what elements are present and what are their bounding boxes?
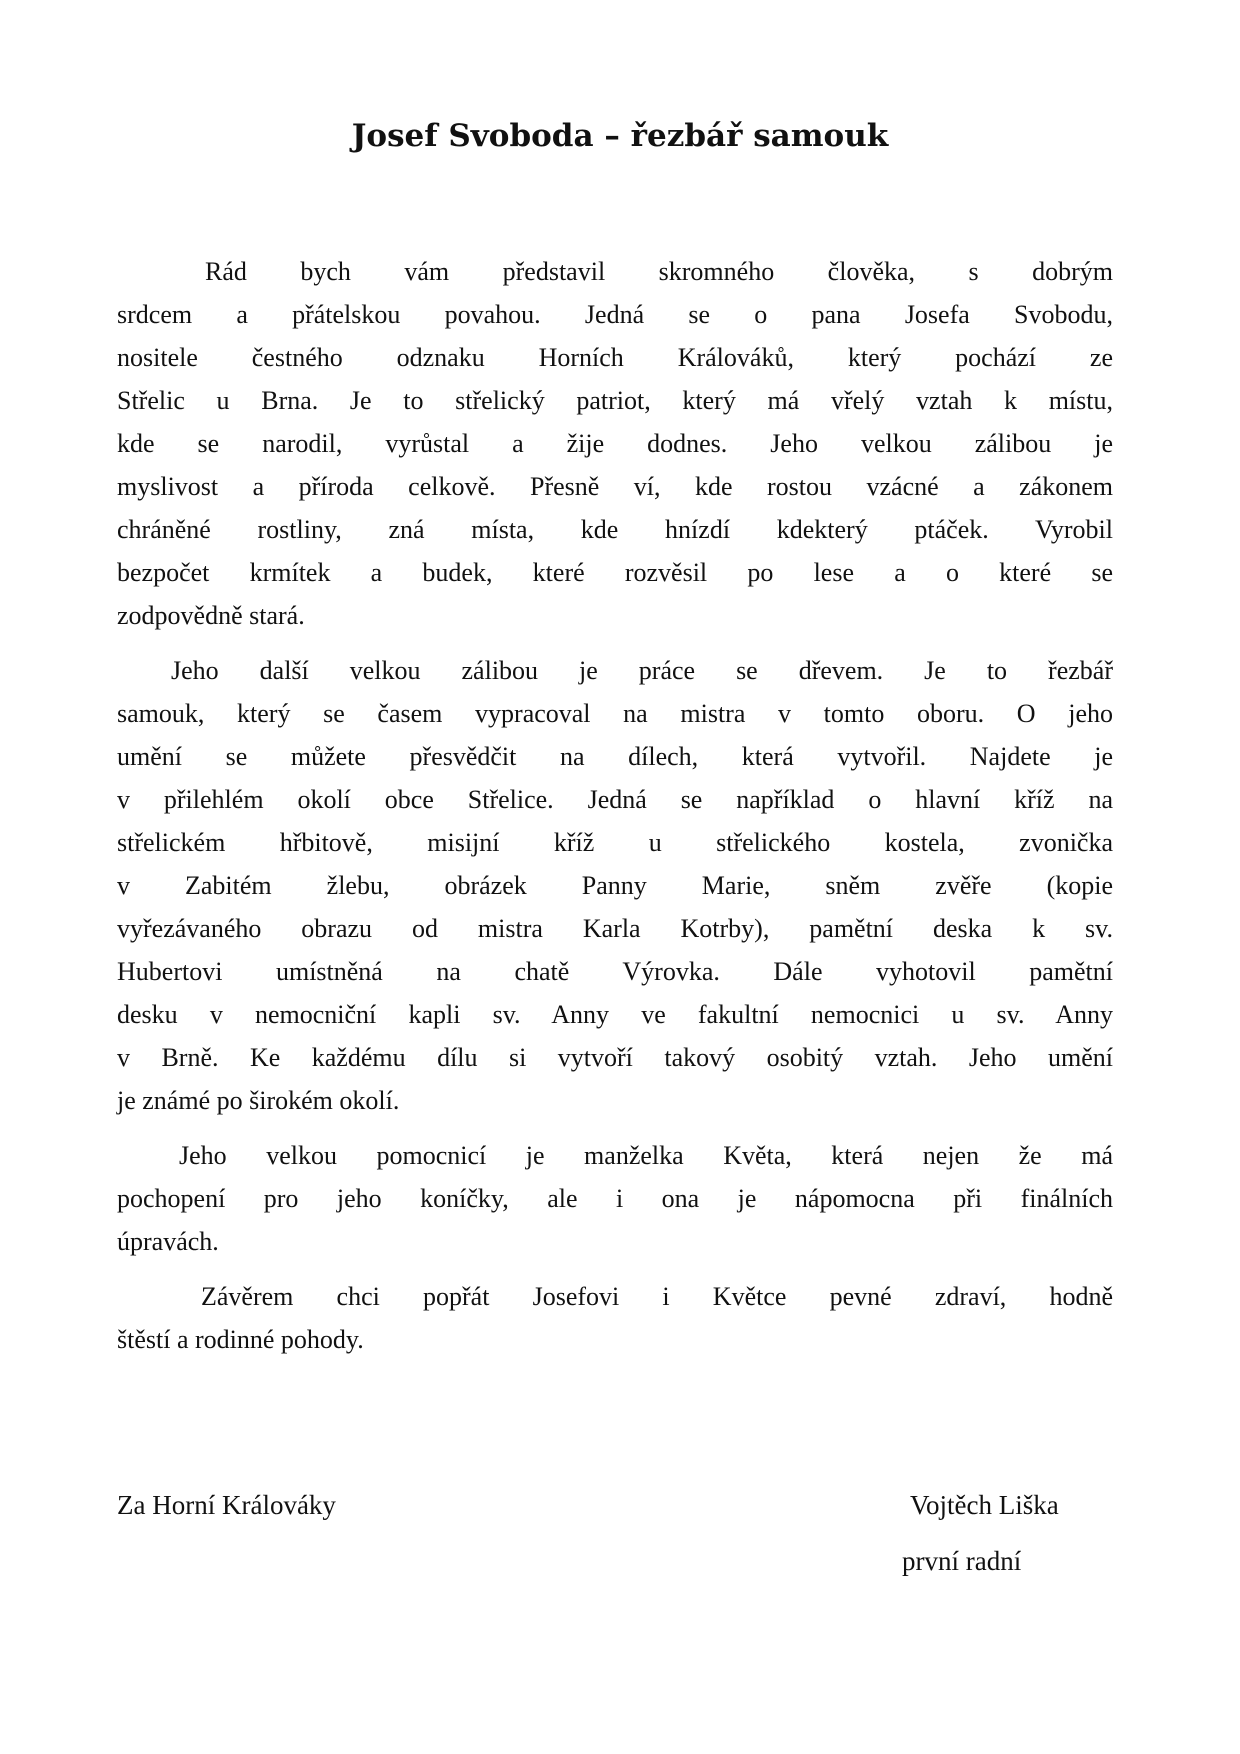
text-line: v Zabitém žlebu, obrázek Panny Marie, sněm zvěře (kopie <box>117 871 1113 900</box>
text-line: pochopení pro jeho koníčky, ale i ona je nápomocna při finálních <box>117 1184 1113 1213</box>
text-line: štěstí a rodinné pohody. <box>117 1325 364 1354</box>
text-line: umění se můžete přesvědčit na dílech, která vytvořil. Najdete je <box>117 742 1113 771</box>
document-body <box>117 250 1113 1373</box>
paragraph-3 <box>117 1134 1113 1263</box>
text-line: chráněné rostliny, zná místa, kde hnízdí kdekterý ptáček. Vyrobil <box>117 515 1113 544</box>
text-line: srdcem a přátelskou povahou. Jedná se o pana Josefa Svobodu, <box>117 300 1113 329</box>
signature-name: Vojtěch Liška <box>910 1490 1059 1520</box>
text-line: zodpovědně stará. <box>117 601 305 630</box>
paragraph-2 <box>117 649 1113 1122</box>
text-line: vyřezávaného obrazu od mistra Karla Kotrby), pamětní deska k sv. <box>117 914 1113 943</box>
document-title: Josef Svoboda – řezbář samouk <box>351 118 889 154</box>
paragraph-4 <box>117 1275 1113 1361</box>
text-line: nositele čestného odznaku Horních Králováků, který pochází ze <box>117 343 1113 372</box>
text-line: Rád bych vám představil skromného člověka, s dobrým <box>205 257 1113 286</box>
text-line: střelickém hřbitově, misijní kříž u střelického kostela, zvonička <box>117 828 1113 857</box>
signature-organization: Za Horní Králováky <box>117 1490 336 1520</box>
text-line: Střelic u Brna. Je to střelický patriot, který má vřelý vztah k místu, <box>117 386 1113 415</box>
paragraph-1 <box>117 250 1113 637</box>
text-line: desku v nemocniční kapli sv. Anny ve fakultní nemocnici u sv. Anny <box>117 1000 1113 1029</box>
text-line: je známé po širokém okolí. <box>117 1086 400 1115</box>
signature-role: první radní <box>902 1546 1022 1576</box>
text-line: úpravách. <box>117 1227 219 1256</box>
text-line: samouk, který se časem vypracoval na mistra v tomto oboru. O jeho <box>117 699 1113 728</box>
text-line: kde se narodil, vyrůstal a žije dodnes. Jeho velkou zálibou je <box>117 429 1113 458</box>
text-line: Jeho velkou pomocnicí je manželka Květa, která nejen že má <box>179 1141 1113 1170</box>
text-line: Jeho další velkou zálibou je práce se dřevem. Je to řezbář <box>171 656 1113 685</box>
text-line: Hubertovi umístněná na chatě Výrovka. Dále vyhotovil pamětní <box>117 957 1113 986</box>
text-line: myslivost a příroda celkově. Přesně ví, kde rostou vzácné a zákonem <box>117 472 1113 501</box>
text-line: Závěrem chci popřát Josefovi i Květce pevné zdraví, hodně <box>201 1282 1113 1311</box>
text-line: bezpočet krmítek a budek, které rozvěsil po lese a o které se <box>117 558 1113 587</box>
text-line: v Brně. Ke každému dílu si vytvoří takový osobitý vztah. Jeho umění <box>117 1043 1113 1072</box>
text-line: v přilehlém okolí obce Střelice. Jedná se například o hlavní kříž na <box>117 785 1113 814</box>
